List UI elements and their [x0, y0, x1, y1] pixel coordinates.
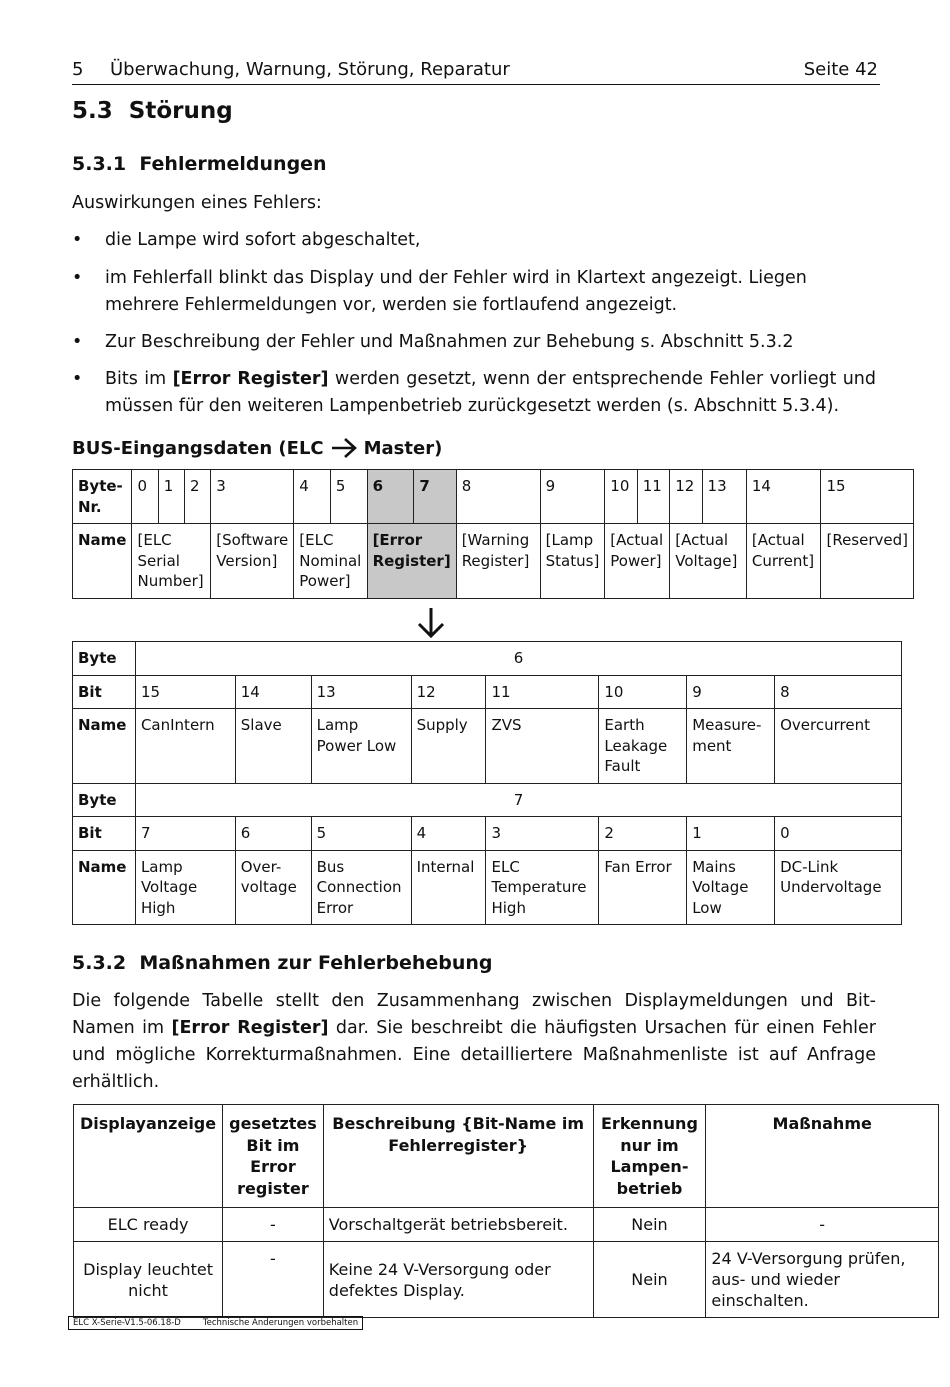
error-register-term: [Error Register] [172, 369, 329, 389]
col-header: Displayanzeige [74, 1105, 223, 1208]
byte-cell: 11 [637, 470, 669, 524]
cell-description: Keine 24 V-Versorgung oder defektes Display. [323, 1242, 593, 1318]
bit-cell: 14 [235, 675, 311, 709]
byte-cell-highlighted: 7 [414, 470, 456, 524]
byte-cell: 9 [540, 470, 605, 524]
bit-cell: 13 [311, 675, 411, 709]
bit-name-cell: ZVS [486, 709, 599, 784]
bit-cell: 3 [486, 817, 599, 851]
arrow-right-icon [330, 437, 358, 459]
bit-cell: 9 [687, 675, 775, 709]
name-label: Name [73, 709, 136, 784]
bit-cell: 4 [411, 817, 486, 851]
bus-input-table [72, 469, 914, 599]
bullet-text-part: Bits im [105, 369, 173, 389]
bullet-item [72, 366, 876, 420]
error-register-term: [Error Register] [171, 1018, 329, 1038]
col-header: Beschreibung {Bit-Name im Fehlerregister} [323, 1105, 593, 1208]
bit-cell: 2 [599, 817, 687, 851]
bit-name-cell: Slave [235, 709, 311, 784]
cell-action: 24 V-Versorgung prüfen, aus- und wieder einschalten. [706, 1242, 939, 1318]
header-row [74, 1105, 939, 1208]
bullet-text [105, 366, 876, 420]
bit-name-cell: Lamp Power Low [311, 709, 411, 784]
col-header: Erkennung nur im Lampen-betrieb [593, 1105, 706, 1208]
byte-cell-highlighted: 6 [367, 470, 414, 524]
byte-value: 7 [135, 783, 901, 817]
name-cell: [ELC Nominal Power] [294, 524, 367, 599]
byte-cell: 5 [330, 470, 367, 524]
byte-nr-label: Byte- Nr. [73, 470, 132, 524]
bullet-text: Zur Beschreibung der Fehler und Maßnahmen zur Behebung s. Abschnitt 5.3.2 [105, 332, 794, 352]
bit-cell: 15 [135, 675, 235, 709]
subsection-heading-errors: 5.3.1 Fehlermeldungen [72, 153, 327, 175]
col-header: gesetztes Bit im Error register [223, 1105, 324, 1208]
cell-detection: Nein [593, 1208, 706, 1242]
byte-cell: 0 [132, 470, 158, 524]
name-row [73, 524, 914, 599]
bullet-item [72, 227, 876, 254]
intro-text: Auswirkungen eines Fehlers: [72, 193, 322, 213]
cell-bit: - [223, 1242, 324, 1318]
bit-name-cell: CanIntern [135, 709, 235, 784]
bit-name-cell: Internal [411, 850, 486, 925]
name-cell: [Reserved] [821, 524, 914, 599]
bit-cell: 1 [687, 817, 775, 851]
bullet-item [72, 265, 876, 319]
byte-cell: 4 [294, 470, 331, 524]
name-label: Name [73, 850, 136, 925]
name-cell: [Actual Voltage] [670, 524, 747, 599]
bullet-icon: • [72, 369, 83, 389]
subsection-heading-measures: 5.3.2 Maßnahmen zur Fehlerbehebung [72, 952, 493, 974]
byte-row [73, 783, 902, 817]
measures-table [73, 1104, 939, 1318]
cell-display: ELC ready [74, 1208, 223, 1242]
measures-intro [72, 988, 876, 1096]
bullet-icon: • [72, 268, 83, 288]
bit-name-cell: Over-voltage [235, 850, 311, 925]
bus-title-right: Master) [363, 437, 443, 459]
bit-cell: 7 [135, 817, 235, 851]
byte-row [73, 642, 902, 676]
chapter-number: 5 [72, 59, 84, 80]
bit-name-cell: DC-Link Undervoltage [775, 850, 902, 925]
cell-description: Vorschaltgerät betriebsbereit. [323, 1208, 593, 1242]
bit-label: Bit [73, 817, 136, 851]
bit-cell: 5 [311, 817, 411, 851]
byte-cell: 1 [158, 470, 184, 524]
arrow-down-icon [416, 606, 446, 640]
bit-cell: 12 [411, 675, 486, 709]
paragraph-part: Die folgende Tabelle stellt den Zusammenhang zwischen Displaymeldungen und Bit-Namen im [72, 991, 876, 1038]
name-cell: [Warning Register] [456, 524, 540, 599]
name-cell: [Actual Current] [746, 524, 821, 599]
byte-cell: 3 [211, 470, 294, 524]
document-id: ELC X-Serie-V1.5-06.18-D [73, 1318, 181, 1328]
bit-name-cell: Earth Leakage Fault [599, 709, 687, 784]
byte-cell: 12 [670, 470, 702, 524]
bus-title-left: BUS-Eingangsdaten (ELC [72, 437, 324, 459]
cell-display: Display leuchtet nicht [74, 1242, 223, 1318]
bus-input-title [72, 437, 442, 459]
bit-name-cell: Lamp Voltage High [135, 850, 235, 925]
header-rule [72, 84, 880, 85]
name-label: Name [73, 524, 132, 599]
table-row [74, 1208, 939, 1242]
name-cell-highlighted: [Error Register] [367, 524, 456, 599]
byte-row [73, 470, 914, 524]
bullet-item [72, 329, 876, 356]
bit-name-cell: ELC Temperature High [486, 850, 599, 925]
byte-cell: 15 [821, 470, 914, 524]
error-register-bit-table [72, 641, 902, 925]
running-header [72, 59, 510, 80]
bullet-text-part: werden gesetzt, wenn der entsprechende Fehler vorliegt und müssen für den weiteren Lampenbetrieb zurückgesetzt werden (s. Abschnitt 5.3.4). [105, 369, 876, 416]
name-cell: [Software Version] [211, 524, 294, 599]
bit-name-cell: Overcurrent [775, 709, 902, 784]
bit-cell: 8 [775, 675, 902, 709]
col-header: Maßnahme [706, 1105, 939, 1208]
bit-row [73, 675, 902, 709]
bit-name-cell: Bus Connection Error [311, 850, 411, 925]
bit-cell: 0 [775, 817, 902, 851]
name-cell: [Actual Power] [605, 524, 670, 599]
name-row [73, 850, 902, 925]
bit-name-cell: Fan Error [599, 850, 687, 925]
bullet-icon: • [72, 332, 83, 352]
bit-cell: 10 [599, 675, 687, 709]
name-row [73, 709, 902, 784]
name-cell: [ELC Serial Number] [132, 524, 211, 599]
bullet-text: die Lampe wird sofort abgeschaltet, [105, 230, 421, 250]
bit-label: Bit [73, 675, 136, 709]
cell-action: - [706, 1208, 939, 1242]
bullet-text: im Fehlerfall blinkt das Display und der Fehler wird in Klartext angezeigt. Liegen mehrere Fehlermeldungen vor, werden sie fortlaufend angezeigt. [105, 268, 807, 315]
bit-name-cell: Supply [411, 709, 486, 784]
footer-note: Technische Änderungen vorbehalten [202, 1318, 359, 1328]
bit-cell: 6 [235, 817, 311, 851]
footer-box [68, 1316, 363, 1330]
bit-cell: 11 [486, 675, 599, 709]
bit-name-cell: Mains Voltage Low [687, 850, 775, 925]
byte-label: Byte [73, 783, 136, 817]
section-heading: 5.3 Störung [72, 98, 233, 124]
bit-row [73, 817, 902, 851]
name-cell: [Lamp Status] [540, 524, 605, 599]
cell-bit: - [223, 1208, 324, 1242]
byte-cell: 8 [456, 470, 540, 524]
chapter-title: Überwachung, Warnung, Störung, Reparatur [110, 59, 510, 80]
bit-name-cell: Measure-ment [687, 709, 775, 784]
byte-cell: 2 [185, 470, 211, 524]
byte-label: Byte [73, 642, 136, 676]
bullet-icon: • [72, 230, 83, 250]
byte-value: 6 [135, 642, 901, 676]
paragraph-part: dar. Sie beschreibt die häufigsten Ursachen für einen Fehler und mögliche Korrekturmaßnahmen. Eine detailliertere Maßnahmenliste ist auf Anfrage erhältlich. [72, 1018, 876, 1092]
cell-detection: Nein [593, 1242, 706, 1318]
byte-cell: 10 [605, 470, 637, 524]
page-number: Seite 42 [803, 59, 878, 80]
byte-cell: 14 [746, 470, 821, 524]
table-row [74, 1242, 939, 1318]
byte-cell: 13 [702, 470, 746, 524]
